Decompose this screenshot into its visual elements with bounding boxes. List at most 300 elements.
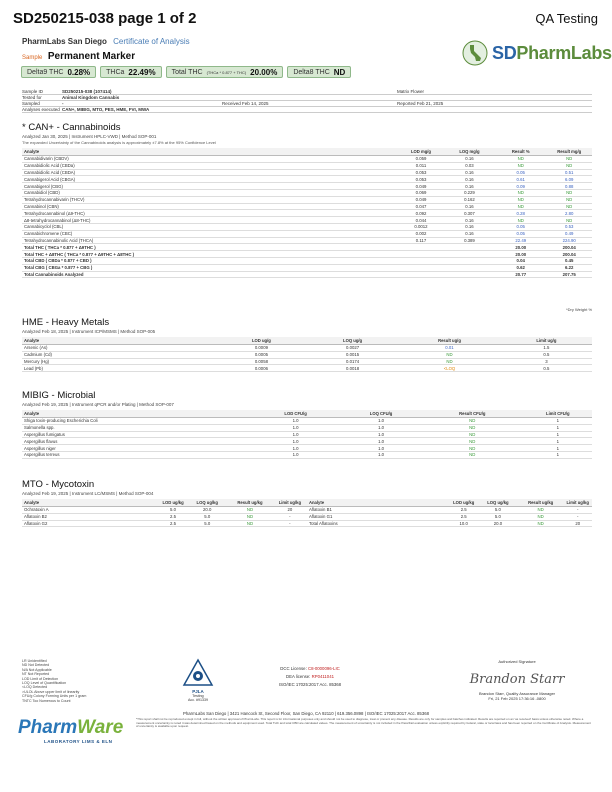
table-row — [22, 189, 592, 196]
lab-address: PharmLabs San Diego | 3421 Hancock St, Second Floor, San Diego, CA 92110 | 619.356.0898 | ISO/IEC 17025:2017 Acc. 85368 — [183, 711, 429, 716]
table-row — [22, 451, 592, 458]
table-cell: 0.28 — [495, 210, 546, 217]
table-row — [22, 438, 592, 445]
table-cell: 6.09 — [546, 176, 592, 183]
table-cell: ND — [495, 162, 546, 169]
table-cell: 1 — [524, 418, 592, 425]
table-row — [22, 183, 592, 190]
table-cell: Cannabidivarin (CBDV) — [22, 156, 398, 163]
signature-label: Authorized Signature — [498, 659, 536, 664]
section-title: MTO - Mycotoxin — [22, 479, 95, 490]
table-cell: 1.0 — [250, 418, 341, 425]
table-row — [22, 271, 592, 278]
table-cell: 0.5 — [501, 365, 592, 372]
pill-label: THCa — [106, 68, 125, 76]
table-cell: 0.053 — [398, 176, 444, 183]
table-cell: Total CBD ( CBDa * 0.877 + CBD ) — [22, 257, 398, 264]
table-cell: Cannabidiol (CBD) — [22, 189, 398, 196]
table-cell: 2.5 — [159, 513, 188, 520]
table-cell: Lead (Pb) — [22, 365, 216, 372]
table-cell: 0.09 — [495, 183, 546, 190]
table-cell: 0.0058 — [216, 358, 307, 365]
table-cell: ND — [546, 196, 592, 203]
info-row — [22, 107, 592, 113]
lab-line — [22, 37, 190, 46]
report-title: SD250215-038 page 1 of 2 — [13, 10, 197, 27]
table-cell: 1.0 — [341, 418, 421, 425]
column-header: LOD ug/kg — [159, 499, 188, 507]
table-cell: Tetrahydrocannabinolic Acid (THCA) — [22, 237, 398, 244]
table-cell: 2.80 — [546, 210, 592, 217]
table-cell: ND — [546, 203, 592, 210]
table-cell: Tetrahydrocannabivarin (THCV) — [22, 196, 398, 203]
table-cell: 224.90 — [546, 237, 592, 244]
table-cell: 0.053 — [398, 169, 444, 176]
table-cell: 0.16 — [444, 169, 495, 176]
info-cell: Reported Feb 21, 2025 — [397, 101, 444, 106]
signature-block — [452, 659, 582, 701]
legend-item: TNTC Too Numerous to Count — [22, 698, 71, 703]
table-cell — [444, 264, 495, 271]
table-cell: 0.0006 — [216, 365, 307, 372]
table-row — [22, 513, 592, 520]
table-cell: 0.16 — [444, 217, 495, 224]
column-header: Limit ug/kg — [273, 499, 307, 507]
table-row — [22, 418, 592, 425]
table-cell: Aflatoxin G2 — [22, 520, 159, 527]
column-header: Limit ug/kg — [563, 499, 592, 507]
table-cell: 5.0 — [187, 513, 227, 520]
table-cell: 0.044 — [398, 217, 444, 224]
pjla-sub: Testing — [192, 694, 204, 698]
table-cell: 0.01 — [398, 345, 501, 352]
table-cell — [444, 257, 495, 264]
table-cell: 1 — [524, 424, 592, 431]
table-cell: ND — [398, 351, 501, 358]
table-cell: ND — [495, 203, 546, 210]
table-cell: ND — [227, 513, 273, 520]
table-row — [22, 217, 592, 224]
table-cell: 0.049 — [398, 196, 444, 203]
table-cell: 0.49 — [546, 230, 592, 237]
table-cell: 5.0 — [187, 520, 227, 527]
pjla-acc: Acc. #91339 — [188, 698, 208, 702]
table-cell: ND — [421, 445, 524, 452]
potency-pill — [287, 66, 351, 78]
table-row — [22, 223, 592, 230]
table-cell: 1.0 — [341, 451, 421, 458]
table-cell: 0.229 — [444, 189, 495, 196]
info-cell: SD250215-038 (107414) — [62, 89, 112, 94]
table-cell: Aflatoxin G1 — [307, 513, 450, 520]
table-cell: 1.0 — [250, 445, 341, 452]
table-cell: 0.059 — [398, 156, 444, 163]
column-header: LOD ug/kg — [449, 499, 478, 507]
uncertainty-note: The expanded Uncertainty of the Cannabinoids analysis is approximately ±7.8% at the 95% Confidence Level — [22, 140, 216, 145]
table-cell: 1.0 — [341, 445, 421, 452]
dcc-label: DCC License: — [280, 666, 307, 671]
table-cell: Total Aflatoxins — [307, 520, 450, 527]
column-header: LOQ ug/g — [307, 337, 398, 345]
column-header: Result % — [495, 148, 546, 156]
pill-value: ND — [333, 67, 346, 77]
california-icon — [462, 40, 488, 66]
table-cell — [444, 271, 495, 278]
table-cell: 0.05 — [495, 169, 546, 176]
table-cell — [398, 264, 444, 271]
table-cell — [398, 244, 444, 251]
pharmware-sub: LABORATORY LIMS & ELN — [44, 739, 113, 744]
table-cell: 5.0 — [478, 507, 518, 514]
table-cell: 0.092 — [398, 210, 444, 217]
column-header: Analyte — [22, 337, 216, 345]
table-row — [22, 424, 592, 431]
table-cell: 0.049 — [398, 183, 444, 190]
sample-line — [22, 51, 135, 62]
table-cell: 0.0009 — [216, 345, 307, 352]
table-row — [22, 251, 592, 258]
table-cell: ND — [227, 507, 273, 514]
cannabinoids-section — [22, 122, 592, 278]
table-row — [22, 162, 592, 169]
table-cell: 0.61 — [495, 176, 546, 183]
column-header: Result ug/kg — [227, 499, 273, 507]
microbial-table — [22, 410, 592, 459]
table-cell: 0.0015 — [307, 351, 398, 358]
table-cell: Cannabidiolic Acid (CBDa) — [22, 162, 398, 169]
table-cell: Aspergillus terreus — [22, 451, 250, 458]
disclaimer: *This report shall not be reproduced except in full, without the written approval of PharmLabs. This report is for informational purposes only and should not be used to diagnose, treat or prevent any disease. Results are only for samples and batches indicated. Results are reported on an 'as received' basis unless otherwise noted. Where a measurement uncertainty is noted it was determined based on the methods and equipment used. Total THC and total CBD are calculated values. The measurement of uncertainty is not included in the Pass/Fail evaluation unless explicitly required by federal, state or local laws and has been reported on the Certificate of Analysis. Measurement of uncertainty is available upon request. — [136, 717, 591, 729]
table-cell: Aspergillus flavus — [22, 438, 250, 445]
column-header: LOQ mg/g — [444, 148, 495, 156]
column-header: LOD ug/g — [216, 337, 307, 345]
signer-name: Brandon Starr, Quality Assurance Manager — [478, 691, 556, 696]
table-row — [22, 156, 592, 163]
column-header: Result CFU/g — [421, 410, 524, 418]
legend-item: LOQ Level of Quantification — [22, 681, 67, 686]
table-cell: Cannabidiolic Acid (CBDA) — [22, 169, 398, 176]
table-cell: 20 — [563, 520, 592, 527]
table-cell: 0.307 — [444, 210, 495, 217]
table-cell: 0.002 — [398, 230, 444, 237]
table-cell: 22.49 — [495, 237, 546, 244]
section-subtitle: Analyzed Feb 19, 2025 | Instrument qPCR and/or Plating | Method SOP-007 — [22, 402, 174, 407]
table-cell: 1.0 — [341, 424, 421, 431]
table-cell: ND — [518, 513, 564, 520]
table-cell: 2.5 — [449, 507, 478, 514]
signature: Brandon Starr — [469, 672, 565, 687]
table-cell: Cannabigerol Acid (CBGA) — [22, 176, 398, 183]
table-cell: 0.04 — [495, 257, 546, 264]
table-cell: 1 — [524, 438, 592, 445]
sample-info-table — [22, 89, 592, 113]
info-cell: Animal Kingdom Cannabis — [62, 95, 120, 100]
table-row — [22, 345, 592, 352]
table-cell: 0.16 — [444, 176, 495, 183]
sample-name: Permanent Marker — [47, 51, 136, 62]
signed-date: Fri, 21 Feb 2025 17:36:16 -0800 — [488, 696, 546, 701]
table-cell: 20.0 — [187, 507, 227, 514]
table-cell: ND — [518, 520, 564, 527]
info-cell: Received Feb 14, 2025 — [222, 101, 269, 106]
table-cell: 20 — [273, 507, 307, 514]
table-cell: 1 — [524, 445, 592, 452]
table-cell: ND — [495, 156, 546, 163]
table-cell: Cadmium (Cd) — [22, 351, 216, 358]
pill-value: 0.28% — [67, 67, 91, 77]
table-cell: - — [273, 520, 307, 527]
potency-pill — [100, 66, 161, 78]
table-cell — [444, 244, 495, 251]
sdpharmlabs-logo — [462, 40, 612, 66]
table-cell: 3 — [501, 358, 592, 365]
pharmware-logo — [18, 717, 123, 744]
table-cell: 0.0012 — [398, 223, 444, 230]
table-cell: Cannabigerol (CBG) — [22, 183, 398, 190]
table-cell: Total CBG ( CBGa * 0.877 + CBG ) — [22, 264, 398, 271]
table-cell: Total Cannabinoids Analyzed — [22, 271, 398, 278]
table-cell: Total THC ( THCa * 0.877 + Δ9THC ) — [22, 244, 398, 251]
table-row — [22, 445, 592, 452]
table-cell: 0.16 — [444, 223, 495, 230]
table-cell: 207.75 — [546, 271, 592, 278]
table-cell: 0.45 — [546, 257, 592, 264]
table-cell: ND — [421, 418, 524, 425]
table-cell — [398, 271, 444, 278]
microbial-section — [22, 390, 592, 459]
pill-value: 20.00% — [250, 67, 278, 77]
column-header: Result ug/g — [398, 337, 501, 345]
pjla-name: PJLA — [192, 689, 204, 694]
info-cell: Analyses executed — [22, 107, 60, 112]
table-cell: ND — [398, 358, 501, 365]
page-header — [13, 10, 598, 27]
info-cell: Matrix Flower — [397, 89, 425, 94]
table-cell: 0.0005 — [216, 351, 307, 358]
dea-label: DEA license: — [286, 674, 311, 680]
pill-label: Delta9 THC — [27, 68, 64, 76]
table-cell: 1.0 — [250, 431, 341, 438]
pharmware-a: Pharm — [18, 717, 78, 738]
legend-item: LR Unidentified — [22, 659, 47, 663]
table-cell: 0.51 — [546, 169, 592, 176]
table-cell: 0.16 — [444, 156, 495, 163]
table-cell: Cannabichromene (CBC) — [22, 230, 398, 237]
table-cell: 1 — [524, 451, 592, 458]
abbreviation-legend — [22, 659, 86, 703]
table-cell: Arsenic (As) — [22, 345, 216, 352]
table-row — [22, 264, 592, 271]
table-row — [22, 351, 592, 358]
section-subtitle: Analyzed Feb 18, 2025 | Instrument ICP/MSMS | Method SOP-005 — [22, 329, 156, 334]
legend-item: N/A Not Applicable — [22, 667, 52, 672]
table-row — [22, 431, 592, 438]
table-cell: ND — [421, 438, 524, 445]
table-cell: ND — [495, 217, 546, 224]
table-cell: 1.0 — [250, 451, 341, 458]
table-cell: ND — [421, 424, 524, 431]
heavy-metals-section — [22, 317, 592, 372]
table-cell — [398, 257, 444, 264]
table-cell: Aflatoxin B1 — [307, 507, 450, 514]
table-cell: Ochratoxin A — [22, 507, 159, 514]
table-cell: 0.05 — [495, 223, 546, 230]
table-cell: - — [563, 507, 592, 514]
logo-sd: SD — [492, 42, 517, 63]
potency-summary — [21, 66, 351, 78]
table-cell: 1.0 — [341, 431, 421, 438]
potency-pill — [166, 66, 284, 78]
legend-item: LOD Limit of Detection — [22, 676, 59, 681]
table-cell: Cannabinol (CBN) — [22, 203, 398, 210]
column-header: Analyte — [22, 410, 250, 418]
table-cell: ND — [546, 217, 592, 224]
table-cell: 0.16 — [444, 183, 495, 190]
table-cell: 200.04 — [546, 244, 592, 251]
heavy-metals-table — [22, 337, 592, 372]
table-cell: 0.389 — [444, 237, 495, 244]
table-cell: 0.162 — [444, 196, 495, 203]
info-cell: - — [62, 101, 64, 106]
table-cell: ND — [227, 520, 273, 527]
dcc-license: C8-0000096-LIC — [307, 666, 340, 671]
table-cell: Δ8-tetrahydrocannabinol (Δ8-THC) — [22, 217, 398, 224]
legend-item: <LOQ Detected — [22, 685, 48, 690]
table-row — [22, 244, 592, 251]
cannabinoids-table — [22, 148, 592, 278]
section-subtitle: Analyzed Feb 19, 2025 | Instrument LC/MSMS | Method SOP-004 — [22, 491, 154, 496]
table-cell: ND — [546, 156, 592, 163]
table-cell: Mercury (Hg) — [22, 358, 216, 365]
dea-license: RP0411041 — [311, 674, 334, 680]
section-title: MIBIG - Microbial — [22, 390, 96, 401]
legend-item: >ULOL Above upper limit of linearity — [22, 689, 80, 694]
table-cell: Shiga toxin-producing Escherichia Coli — [22, 418, 250, 425]
section-title: * CAN+ - Cannabinoids — [22, 122, 121, 133]
pill-label: Delta8 THC — [293, 68, 330, 76]
lab-name: PharmLabs San Diego — [22, 37, 107, 46]
table-cell: Aflatoxin B2 — [22, 513, 159, 520]
table-cell: 2.5 — [159, 520, 188, 527]
table-cell: Aspergillus niger — [22, 445, 250, 452]
legend-item: NT Not Reported — [22, 672, 50, 677]
mycotoxin-section — [22, 479, 592, 527]
table-cell: 0.16 — [444, 230, 495, 237]
table-row — [22, 507, 592, 514]
table-cell: 20.00 — [495, 251, 546, 258]
table-row — [22, 237, 592, 244]
table-cell — [444, 251, 495, 258]
logo-text: PharmLabs — [516, 42, 612, 63]
column-header: Analyte — [22, 148, 398, 156]
table-row — [22, 210, 592, 217]
table-cell: Total THC + Δ8THC ( THCa * 0.877 + Δ9THC + Δ8THC ) — [22, 251, 398, 258]
table-cell: Cannabicyclol (CBL) — [22, 223, 398, 230]
pjla-badge — [176, 658, 220, 702]
table-cell: 0.011 — [398, 162, 444, 169]
qa-testing-label: QA Testing — [535, 11, 598, 26]
table-cell: 0.5 — [501, 351, 592, 358]
column-header: Result mg/g — [546, 148, 592, 156]
table-cell: 1.0 — [341, 438, 421, 445]
column-header: LOQ CFU/g — [341, 410, 421, 418]
table-row — [22, 230, 592, 237]
info-cell: Sample ID — [22, 89, 44, 94]
sample-label: Sample — [22, 55, 43, 61]
table-row — [22, 169, 592, 176]
info-cell: CAN+, MIBIG, MTO, PES, HME, FVI, MWA — [62, 107, 150, 112]
table-row — [22, 257, 592, 264]
column-header: LOQ ug/kg — [478, 499, 518, 507]
pjla-seal-icon — [182, 658, 214, 688]
column-header: Analyte — [22, 499, 159, 507]
table-cell: 0.0018 — [307, 365, 398, 372]
table-cell: 0.05 — [495, 230, 546, 237]
pill-value: 22.49% — [128, 67, 156, 77]
column-header: LOQ ug/kg — [187, 499, 227, 507]
table-cell — [398, 251, 444, 258]
info-cell: Sampled — [22, 101, 40, 106]
table-cell: 1.0 — [250, 438, 341, 445]
table-cell: 0.88 — [546, 183, 592, 190]
iso-accreditation: ISO/IEC 17025:2017 Acc. 85368 — [278, 682, 342, 688]
table-cell: - — [563, 513, 592, 520]
table-cell: 0.117 — [398, 237, 444, 244]
section-subtitle: Analyzed Jan 30, 2025 | Instrument HPLC-VWD | Method SOP-001 — [22, 134, 157, 139]
table-cell: 1 — [524, 431, 592, 438]
table-cell: ND — [495, 196, 546, 203]
table-cell: 0.047 — [398, 203, 444, 210]
table-cell: 6.22 — [546, 264, 592, 271]
table-row — [22, 358, 592, 365]
pill-label: Total THC — [171, 68, 203, 76]
table-cell: 5.0 — [478, 513, 518, 520]
pill-formula: (THCa * 0.877 + THC) — [206, 69, 247, 75]
table-cell: 20.77 — [495, 271, 546, 278]
table-row — [22, 520, 592, 527]
column-header: LOD CFU/g — [250, 410, 341, 418]
table-cell: 0.069 — [398, 189, 444, 196]
table-cell: Salmonella spp. — [22, 424, 250, 431]
column-header: Analyte — [307, 499, 450, 507]
column-header: Limit ug/g — [501, 337, 592, 345]
column-header: Limit CFU/g — [524, 410, 592, 418]
info-cell: Tested for — [22, 95, 42, 100]
pharmware-b: Ware — [77, 717, 124, 738]
table-cell: 5.0 — [159, 507, 188, 514]
legend-item: ND Not Detected — [22, 663, 50, 668]
legend-item: CFU/g Colony Forming Units per 1 gram — [22, 694, 87, 699]
table-row — [22, 203, 592, 210]
table-cell: 2.5 — [449, 513, 478, 520]
potency-pill — [21, 66, 96, 78]
table-cell: 1.5 — [501, 345, 592, 352]
coa-label: Certificate of Analysis — [113, 37, 190, 46]
table-cell: 0.16 — [444, 203, 495, 210]
table-cell: ND — [421, 431, 524, 438]
table-row — [22, 176, 592, 183]
table-cell: ND — [546, 189, 592, 196]
license-block — [250, 665, 370, 690]
table-cell: 20.0 — [478, 520, 518, 527]
table-row — [22, 196, 592, 203]
table-cell: 20.00 — [495, 244, 546, 251]
table-cell: Tetrahydrocannabinol (Δ9-THC) — [22, 210, 398, 217]
table-cell: 0.03 — [444, 162, 495, 169]
dry-weight-note: *Dry Weight % — [566, 307, 592, 312]
column-header: LOD mg/g — [398, 148, 444, 156]
table-cell: 1.0 — [250, 424, 341, 431]
